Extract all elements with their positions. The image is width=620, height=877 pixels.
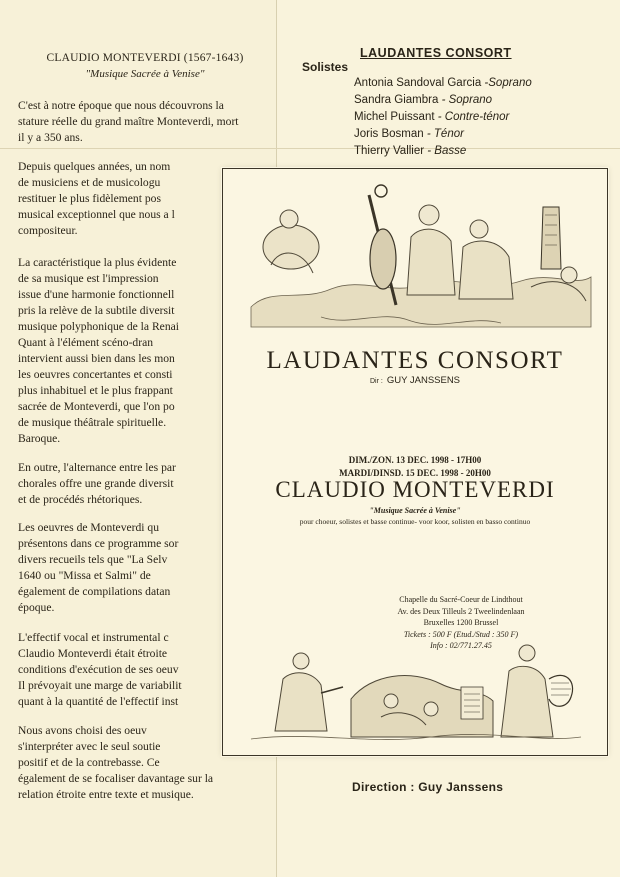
cast-heading: Solistes: [302, 60, 349, 74]
document-subtitle: "Musique Sacrée à Venise": [85, 68, 205, 80]
direction-credit: Direction : Guy Janssens: [352, 780, 504, 794]
paragraph-7-tail: également de se focaliser davantage sur la relation étroite entre texte et musique.: [18, 772, 214, 801]
paragraph-6: L'effectif vocal et instrumental c Claudio Monteverdi était étroite conditions d'exécution de ses oeuv Il prévoyait une marge de variabilit quant à la quantité de l'effectif inst: [18, 631, 182, 708]
paragraph-5: Les oeuvres de Monteverdi qu présentons dans ce programme sor divers recueils tels que "La Selv 1640 ou "Missa et Salmi" de également de compilations datan époque.: [18, 521, 179, 614]
soloist-row: Sandra Giambra - Soprano: [354, 94, 493, 106]
concert-poster: [222, 168, 608, 756]
poster-director: Dir : GUY JANSSENS: [369, 375, 461, 386]
soloist-list: [354, 75, 532, 160]
baroque-engraving-bottom: [231, 639, 599, 749]
cast-title: LAUDANTES CONSORT: [360, 46, 512, 60]
paragraph-4: En outre, l'alternance entre les par chorales offre une grande diversit et de procédés rhétoriques.: [18, 461, 176, 506]
soloist-row: Joris Bosman - Ténor: [354, 128, 464, 140]
soloist-row: Antonia Sandoval Garcia -Soprano: [354, 77, 532, 89]
soloist-row: Michel Puissant - Contre-ténor: [354, 111, 510, 123]
paragraph-2: Depuis quelques années, un nom de musiciens et de musicologu restituer le plus fidèlement pos musical exceptionnel que nous a l compositeur.: [18, 160, 175, 237]
concert-date-2: MARDI/DINSD. 15 DEC. 1998 - 20H00: [339, 468, 491, 478]
composer-name: CLAUDIO MONTEVERDI: [275, 477, 555, 502]
soloist-row: Thierry Vallier - Basse: [354, 145, 467, 157]
paragraph-3: La caractéristique la plus évidente de sa musique est l'impression issue d'une harmonie fonctionnell pris la relève de la subtile diversit musique polyphonique de la Renai Quant à l'élément scéno-dran intervient aussi bien dans les mon les oeuvres concertantes et consti plus inhabituel et le plus frappant sacrée de Monteverdi, que l'on po de musique théâtrale spirituelle. Baroque.: [18, 256, 179, 445]
document-title: CLAUDIO MONTEVERDI (1567-1643): [46, 52, 244, 64]
baroque-engraving-top: [231, 177, 599, 332]
performers-line: pour choeur, solistes et basse continue- voor koor, solisten en basso continuo: [299, 517, 531, 526]
paragraph-1: C'est à notre époque que nous découvrons la stature réelle du grand maître Monteverdi, mort il y a 350 ans.: [18, 99, 239, 144]
concert-date-1: DIM./ZON. 13 DEC. 1998 - 17H00: [348, 455, 482, 465]
programme-title: "Musique Sacrée à Venise": [369, 506, 461, 515]
ensemble-name: LAUDANTES CONSORT: [266, 347, 564, 374]
venue-block: Chapelle du Sacré-Coeur de Lindthout Av. des Deux Tilleuls 2 Tweelindenlaan Bruxelles 1200 Brussel Tickets : 500 F (Etud./Stud : 350 F) Info : 02/771.27.45: [397, 595, 525, 650]
paragraph-7: Nous avons choisi des oeuv s'interpréter avec le seul soutie positif et de la contrebasse. Ce: [18, 724, 161, 769]
